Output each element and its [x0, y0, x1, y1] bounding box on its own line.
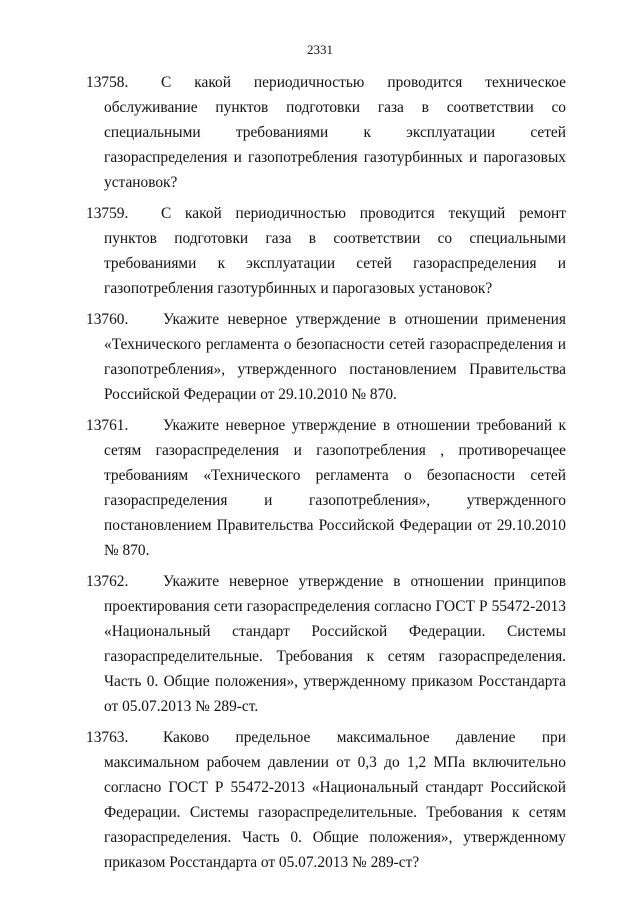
- question-13763: [0, 725, 640, 875]
- page-number: 2331: [307, 42, 333, 57]
- question-text: Укажите неверное утверждение в отношении принципов проектирования сети газораспределения согласно ГОСТ Р 55472-2013 «Национальный стандарт Российской Федерации. Системы газораспределительные. Требования к сетям газораспределения. Часть 0. Общие положения», утвержденному приказом Росстандарта от 05.07.2013 № 289-ст.: [104, 573, 566, 715]
- question-13758: [0, 70, 640, 195]
- question-number: 13762.: [86, 573, 129, 590]
- question-number: 13763.: [86, 729, 129, 746]
- question-text: Каково предельное максимальное давление при максимальном рабочем давлении от 0,3 до 1,2 МПа включительно согласно ГОСТ Р 55472-2013 «Национальный стандарт Российской Федерации. Системы газораспределительные. Требования к сетям газораспределения. Часть 0. Общие положения», утвержденному приказом Росстандарта от 05.07.2013 № 289-ст?: [104, 729, 566, 871]
- question-number: 13760.: [86, 311, 129, 328]
- question-number: 13759.: [86, 205, 129, 222]
- question-number: 13758.: [86, 74, 129, 91]
- question-text: С какой периодичностью проводится техническое обслуживание пунктов подготовки газа в соответствии со специальными требованиями к эксплуатации сетей газораспределения и газопотребления газотурбинных и парогазовых установок?: [104, 74, 566, 191]
- question-13761: [0, 413, 640, 563]
- question-13762: [0, 569, 640, 719]
- question-list: [0, 70, 640, 875]
- question-number: 13761.: [86, 417, 129, 434]
- question-text: Укажите неверное утверждение в отношении требований к сетям газораспределения и газопотребления , противоречащее требованиям «Технического регламента о безопасности сетей газораспределения и газопотребления», утвержденного постановлением Правительства Российской Федерации от 29.10.2010 № 870.: [104, 417, 566, 559]
- question-13760: [0, 307, 640, 407]
- question-13759: [0, 201, 640, 301]
- question-text: С какой периодичностью проводится текущий ремонт пунктов подготовки газа в соответствии со специальными требованиями к эксплуатации сетей газораспределения и газопотребления газотурбинных и парогазовых установок?: [104, 205, 566, 297]
- question-text: Укажите неверное утверждение в отношении применения «Технического регламента о безопасности сетей газораспределения и газопотребления», утвержденного постановлением Правительства Российской Федерации от 29.10.2010 № 870.: [104, 311, 566, 403]
